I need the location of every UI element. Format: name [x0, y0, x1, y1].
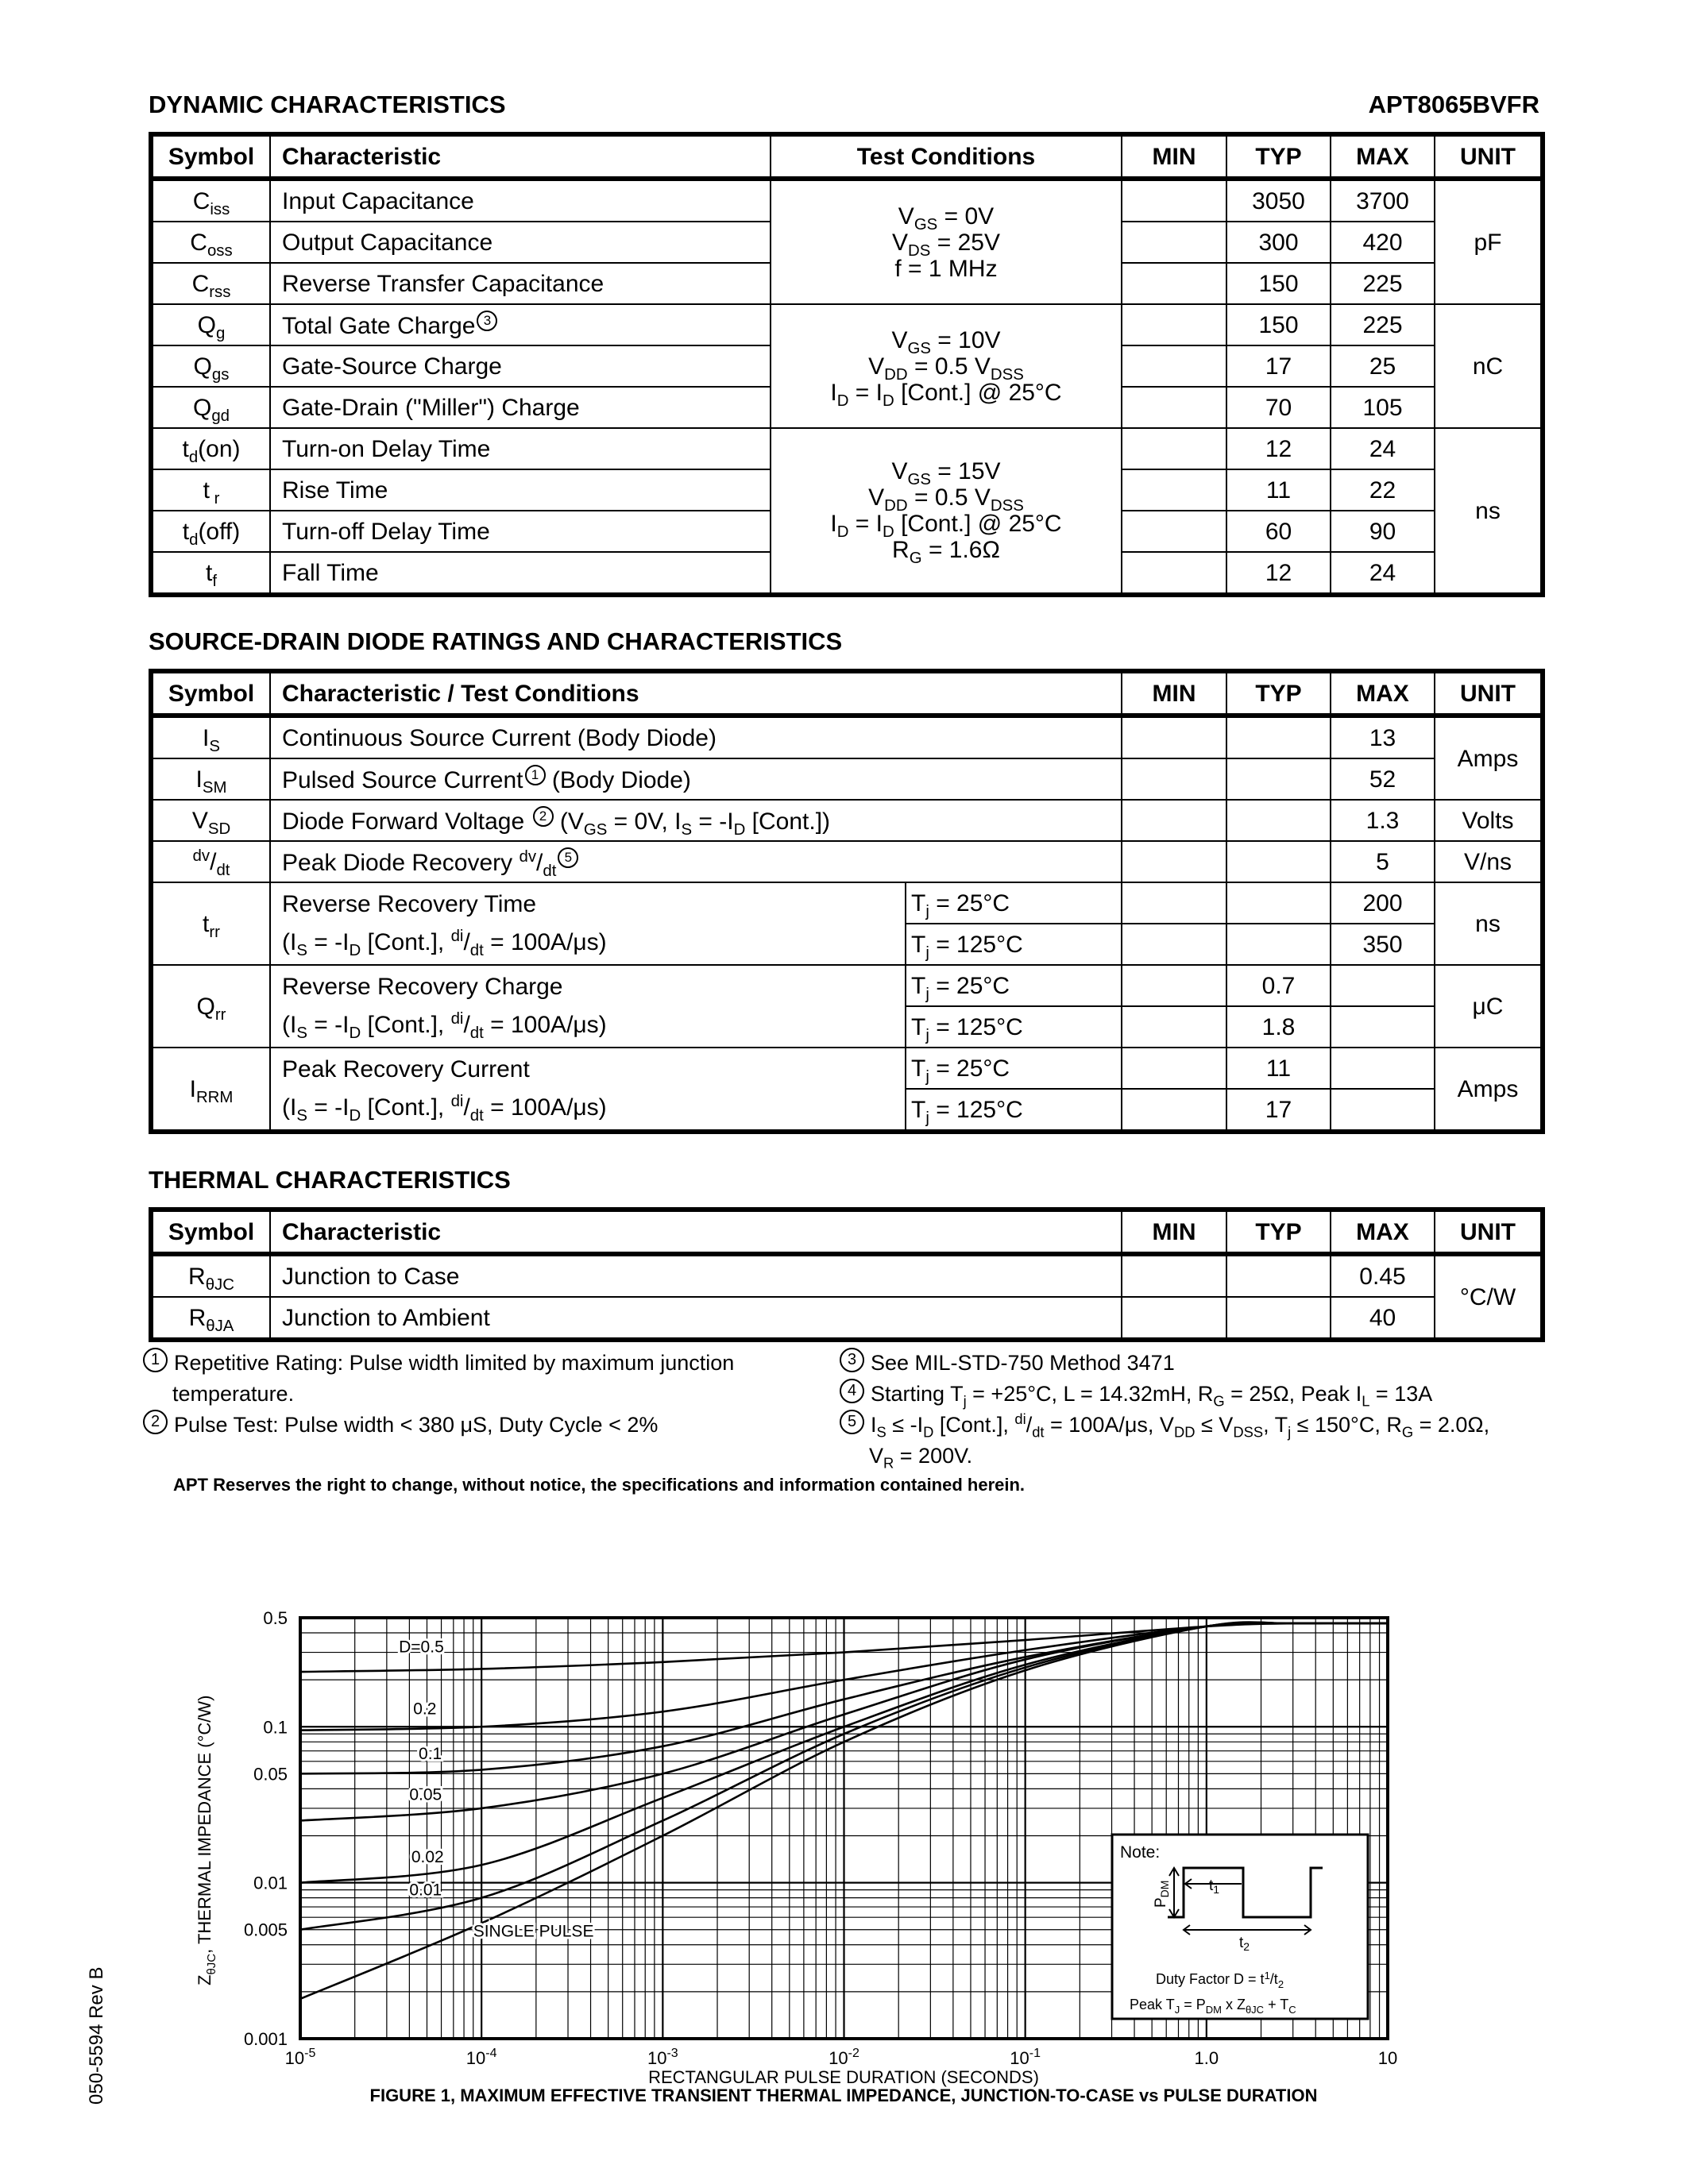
- typ-cell: [1226, 924, 1331, 965]
- max-cell: 52: [1331, 758, 1435, 800]
- typ-cell: [1226, 841, 1331, 882]
- symbol-qgs: $Q_{gs}$: [151, 345, 270, 387]
- note-box: [1112, 1835, 1368, 2019]
- document-id: 050-5594 Rev B: [86, 1966, 107, 2105]
- footnote-text: Starting $T_j = +25^\circ C$, L = 14.32mH, $R_G = 25\Omega$, Peak $I_L = 13A$: [871, 1382, 1433, 1410]
- table-row: [151, 758, 1543, 800]
- symbol-qgd: $Q_{gd}$: [151, 387, 270, 428]
- thermal-header-row: [151, 1210, 1543, 1254]
- cond-id: [Cont.] @ 25°C: [894, 511, 1062, 537]
- unit-cell: Amps: [1435, 716, 1543, 800]
- char-text: = 0V, I: [607, 808, 682, 835]
- x-tick-label: $10^{-1}$: [1010, 2047, 1041, 2068]
- x-tick-label: 1.0: [1194, 2048, 1219, 2068]
- col-min: MIN: [1122, 1210, 1226, 1254]
- max-cell: 420: [1331, 222, 1435, 263]
- min-cell: [1122, 222, 1226, 263]
- footnote-1-cont: temperature.: [172, 1382, 295, 1406]
- diode-table: [149, 669, 1545, 1134]
- table-row: [151, 965, 1543, 1006]
- max-cell: 90: [1331, 511, 1435, 552]
- thermal-table: [149, 1207, 1545, 1342]
- symbol-is: $I_S$: [151, 716, 270, 758]
- symbol-ism: $I_{SM}$: [151, 758, 270, 800]
- col-char-test: Characteristic / Test Conditions: [270, 671, 1122, 716]
- col-typ: TYP: [1226, 671, 1331, 716]
- min-cell: [1122, 179, 1226, 222]
- diode-header-row: [151, 671, 1543, 716]
- footnote-text: Repetitive Rating: Pulse width limited by maximum junction: [174, 1351, 735, 1375]
- max-cell: [1331, 1089, 1435, 1132]
- min-cell: [1122, 841, 1226, 882]
- footnote-2-marker: 2: [533, 806, 554, 827]
- table-row: [151, 882, 1543, 924]
- table-row: [151, 1297, 1543, 1340]
- char-text: Reverse Recovery Time: [282, 891, 537, 917]
- col-symbol: Symbol: [151, 671, 270, 716]
- footnote-3: [840, 1348, 1555, 1379]
- tj-value: = 25°C: [929, 972, 1010, 999]
- footnote-1: [143, 1348, 802, 1379]
- char-text: Pulsed Source Current: [282, 767, 523, 793]
- char-cell: Peak Diode Recovery $^{dv}/_{dt}5$: [270, 841, 1122, 882]
- table-row: [151, 800, 1543, 841]
- symbol-tf: $t_f$: [151, 552, 270, 595]
- char-cell: Fall Time: [270, 552, 771, 595]
- duty-factor: Duty Factor $D = t^1/t_2$: [1156, 1970, 1284, 1990]
- char-cell: Rise Time: [270, 469, 771, 511]
- typ-cell: 0.7: [1226, 965, 1331, 1006]
- tj-value: = 125°C: [929, 1013, 1023, 1040]
- t2-label: $t_2$: [1239, 1935, 1250, 1953]
- cond-vdd: = 0.5: [914, 484, 975, 511]
- unit-cell: Volts: [1435, 800, 1543, 841]
- col-symbol: Symbol: [151, 1210, 270, 1254]
- typ-cell: [1226, 1297, 1331, 1340]
- typ-cell: [1226, 1254, 1331, 1297]
- min-cell: [1122, 552, 1226, 595]
- col-min: MIN: [1122, 671, 1226, 716]
- n4-a: Starting T: [871, 1382, 964, 1406]
- min-cell: [1122, 428, 1226, 469]
- symbol-tdon: $t_d(on)$: [151, 428, 270, 469]
- max-cell: 225: [1331, 263, 1435, 304]
- char-cell: Reverse Transfer Capacitance: [270, 263, 771, 304]
- col-unit: UNIT: [1435, 134, 1543, 179]
- n4-d: = 13A: [1369, 1382, 1433, 1406]
- char-cell: Input Capacitance: [270, 179, 771, 222]
- symbol-rjc: $R_{\theta JC}$: [151, 1254, 270, 1297]
- max-cell: 24: [1331, 552, 1435, 595]
- col-max: MAX: [1331, 671, 1435, 716]
- min-cell: [1122, 1089, 1226, 1132]
- unit-cell: ns: [1435, 882, 1543, 965]
- cond-vgs15: = 15V: [937, 458, 1001, 484]
- x-tick-label: $10^{-3}$: [647, 2047, 678, 2068]
- series-label: 0.05: [409, 1785, 442, 1804]
- typ-cell: 12: [1226, 552, 1331, 595]
- cond-f: f = 1 MHz: [894, 255, 998, 282]
- char-cell: [270, 304, 771, 345]
- unit-cell: V/ns: [1435, 841, 1543, 882]
- x-tick-label: $10^{-5}$: [284, 2047, 316, 2068]
- cond-vgs0: = 0V: [944, 203, 995, 230]
- tj-value: = 125°C: [929, 931, 1023, 958]
- y-tick-label: 0.1: [263, 1717, 288, 1738]
- tj-value: = 25°C: [929, 889, 1010, 916]
- col-characteristic: Characteristic: [270, 1210, 1122, 1254]
- max-cell: 350: [1331, 924, 1435, 965]
- tj-value: = 25°C: [929, 1055, 1010, 1082]
- max-cell: [1331, 965, 1435, 1006]
- char-cell: Gate-Source Charge: [270, 345, 771, 387]
- typ-cell: 17: [1226, 345, 1331, 387]
- series-label: 0.2: [413, 1700, 437, 1719]
- min-cell: [1122, 716, 1226, 758]
- char-cell: Junction to Ambient: [270, 1297, 1122, 1340]
- min-cell: [1122, 800, 1226, 841]
- thermal-impedance-chart: [0, 1580, 1688, 2136]
- footnote-1-marker: 1: [525, 765, 546, 785]
- footnote-4: [840, 1379, 1555, 1410]
- series-label: 0.02: [411, 1848, 444, 1867]
- char-cell: Reverse Recovery Charge ($I_S = -I_D$ [Cont.], $^{di}/_{dt} = 100A/\mu s$): [270, 965, 906, 1048]
- min-cell: [1122, 1254, 1226, 1297]
- symbol-qg: $Q_g$: [151, 304, 270, 345]
- tj-cell: $T_j = 125^\circ C$: [906, 1006, 1122, 1048]
- typ-cell: 70: [1226, 387, 1331, 428]
- n4-b: = +25°C, L = 14.32mH, R: [966, 1382, 1214, 1406]
- footnotes-left: [143, 1348, 802, 1441]
- col-unit: UNIT: [1435, 1210, 1543, 1254]
- char-cell: Diode Forward Voltage 2 ($V_{GS} = 0V$, $I_S = -I_D$ [Cont.]): [270, 800, 1122, 841]
- n4-c: = 25Ω, Peak I: [1224, 1382, 1362, 1406]
- typ-cell: 17: [1226, 1089, 1331, 1132]
- n5-b: = 200V.: [894, 1444, 973, 1468]
- table-row: [151, 179, 1543, 222]
- symbol-trr: $t_{rr}$: [151, 882, 270, 965]
- note-inset: [1112, 1835, 1368, 2019]
- char-text: Reverse Recovery Charge: [282, 974, 563, 1000]
- tj-cell: $T_j = 125^\circ C$: [906, 924, 1122, 965]
- cond-vdd: = 0.5: [914, 353, 975, 380]
- typ-cell: 12: [1226, 428, 1331, 469]
- max-cell: 13: [1331, 716, 1435, 758]
- cond-id: [Cont.] @ 25°C: [894, 379, 1062, 406]
- char-cell: Continuous Source Current (Body Diode): [270, 716, 1122, 758]
- symbol-ciss: $C_{iss}$: [151, 179, 270, 222]
- footnote-5-marker: 5: [558, 847, 578, 868]
- symbol-tdoff: $t_d(off)$: [151, 511, 270, 552]
- unit-cell: ns: [1435, 428, 1543, 595]
- char-text: [Cont.],: [367, 1012, 451, 1038]
- unit-cell: Amps: [1435, 1048, 1543, 1132]
- table-row: [151, 428, 1543, 469]
- footnote-3-marker: 3: [477, 311, 497, 331]
- pdm-label: $P_{DM}$: [1153, 1880, 1171, 1908]
- test-conditions-charge: $V_{GS} = 10V$ $V_{DD} = 0.5$ $V_{DSS}$ $I_D = I_D$ [Cont.] @ 25°C: [771, 304, 1122, 428]
- y-axis-label: $Z_{\theta JC}$, THERMAL IMPEDANCE (°C/W): [195, 1695, 218, 1985]
- typ-cell: 11: [1226, 469, 1331, 511]
- section-title-thermal: THERMAL CHARACTERISTICS: [149, 1166, 511, 1194]
- series-label: D=0.5: [399, 1638, 444, 1657]
- reserve-notice: APT Reserves the right to change, without notice, the specifications and information contained herein.: [173, 1475, 1026, 1495]
- min-cell: [1122, 882, 1226, 924]
- typ-cell: [1226, 716, 1331, 758]
- unit-cell: °C/W: [1435, 1254, 1543, 1340]
- table-row: [151, 841, 1543, 882]
- char-text: [Cont.],: [367, 929, 451, 955]
- footnote-number: 4: [840, 1379, 864, 1403]
- rate: = 100A/μs): [483, 1094, 607, 1121]
- max-cell: [1331, 1006, 1435, 1048]
- peak-tj-formula: Peak $T_J = P_{DM}$ x $Z_{\theta JC} + T_C$: [1130, 1997, 1296, 2016]
- typ-cell: [1226, 758, 1331, 800]
- typ-cell: 150: [1226, 304, 1331, 345]
- char-cell: Reverse Recovery Time ($I_S = -I_D$ [Cont.], $^{di}/_{dt} = 100A/\mu s$): [270, 882, 906, 965]
- t1-label: $t_1$: [1209, 1877, 1220, 1896]
- note-title: Note:: [1120, 1843, 1161, 1862]
- char-cell: Peak Recovery Current ($I_S = -I_D$ [Cont.], $^{di}/_{dt} = 100A/\mu s$): [270, 1048, 906, 1132]
- series-label: SINGLE PULSE: [473, 1922, 594, 1941]
- col-characteristic: Characteristic: [270, 134, 771, 179]
- typ-cell: 1.8: [1226, 1006, 1331, 1048]
- col-max: MAX: [1331, 1210, 1435, 1254]
- char-text: Total Gate Charge: [282, 313, 476, 339]
- table-row: [151, 1048, 1543, 1089]
- y-tick-label: 0.05: [253, 1764, 288, 1785]
- unit-cell: pF: [1435, 179, 1543, 304]
- max-cell: 1.3: [1331, 800, 1435, 841]
- section-title-dynamic: DYNAMIC CHARACTERISTICS: [149, 91, 506, 118]
- cond-rg: = 1.6Ω: [928, 537, 1000, 563]
- max-cell: 22: [1331, 469, 1435, 511]
- x-axis-label: RECTANGULAR PULSE DURATION (SECONDS): [648, 2067, 1039, 2087]
- col-typ: TYP: [1226, 1210, 1331, 1254]
- tj-cell: $T_j = 25^\circ C$: [906, 965, 1122, 1006]
- cond-vds: = 25V: [937, 229, 1000, 256]
- footnote-5-cont: $V_R = 200V$.: [869, 1444, 973, 1472]
- table-row: [151, 716, 1543, 758]
- min-cell: [1122, 387, 1226, 428]
- char-text: Peak Diode Recovery: [282, 850, 520, 876]
- tj-cell: $T_j = 25^\circ C$: [906, 1048, 1122, 1089]
- col-max: MAX: [1331, 134, 1435, 179]
- y-tick-label: 0.5: [263, 1608, 288, 1628]
- cond-vgs10: = 10V: [937, 326, 1001, 353]
- footnote-text: Pulse Test: Pulse width < 380 μS, Duty Cycle < 2%: [174, 1413, 659, 1437]
- min-cell: [1122, 263, 1226, 304]
- figure-caption: FIGURE 1, MAXIMUM EFFECTIVE TRANSIENT THERMAL IMPEDANCE, JUNCTION-TO-CASE vs PULSE DURATION: [369, 2086, 1318, 2105]
- rate: = 100A/μs): [483, 1012, 607, 1038]
- typ-cell: [1226, 800, 1331, 841]
- min-cell: [1122, 1297, 1226, 1340]
- min-cell: [1122, 758, 1226, 800]
- unit-cell: nC: [1435, 304, 1543, 428]
- symbol-dvdt: $^{dv}/_{dt}$: [151, 841, 270, 882]
- table-row: [151, 1254, 1543, 1297]
- symbol-rja: $R_{\theta JA}$: [151, 1297, 270, 1340]
- part-number: APT8065BVFR: [1368, 91, 1539, 118]
- col-min: MIN: [1122, 134, 1226, 179]
- min-cell: [1122, 924, 1226, 965]
- max-cell: 225: [1331, 304, 1435, 345]
- max-cell: 3700: [1331, 179, 1435, 222]
- typ-cell: 150: [1226, 263, 1331, 304]
- rate: = 100A/μs): [483, 929, 607, 955]
- max-cell: 200: [1331, 882, 1435, 924]
- col-typ: TYP: [1226, 134, 1331, 179]
- y-tick-label: 0.001: [243, 2029, 288, 2049]
- col-unit: UNIT: [1435, 671, 1543, 716]
- x-tick-label: $10^{-4}$: [465, 2047, 497, 2068]
- max-cell: 24: [1331, 428, 1435, 469]
- unit-cell: μC: [1435, 965, 1543, 1048]
- min-cell: [1122, 304, 1226, 345]
- symbol-coss: $C_{oss}$: [151, 222, 270, 263]
- min-cell: [1122, 965, 1226, 1006]
- footnote-number: 1: [143, 1348, 168, 1372]
- typ-cell: 300: [1226, 222, 1331, 263]
- footnote-2: [143, 1410, 802, 1441]
- footnote-text: $I_S \le -I_D$ [Cont.], $^{di}/_{dt} = 100A/\mu s$, $V_{DD} \le V_{DSS}$, $T_j \le 150^\circ C$, $R_G = 2.0\Omega$,: [871, 1410, 1490, 1441]
- typ-cell: 11: [1226, 1048, 1331, 1089]
- test-conditions-switching: $V_{GS} = 15V$ $V_{DD} = 0.5$ $V_{DSS}$ $I_D = I_D$ [Cont.] @ 25°C $R_G = 1.6\Omega$: [771, 428, 1122, 595]
- table-row: [151, 304, 1543, 345]
- min-cell: [1122, 1048, 1226, 1089]
- char-cell: Turn-on Delay Time: [270, 428, 771, 469]
- test-conditions-capacitance: $V_{GS} = 0V$ $V_{DS} = 25V$ f = 1 MHz: [771, 179, 1122, 304]
- char-cell: Gate-Drain ("Miller") Charge: [270, 387, 771, 428]
- footnote-number: 3: [840, 1348, 864, 1372]
- x-tick-label: 10: [1377, 2048, 1398, 2068]
- char-text: (Body Diode): [545, 767, 691, 793]
- section-title-diode: SOURCE-DRAIN DIODE RATINGS AND CHARACTERISTICS: [149, 627, 843, 655]
- x-tick-label: $10^{-2}$: [829, 2047, 859, 2068]
- char-cell: Turn-off Delay Time: [270, 511, 771, 552]
- tj-cell: $T_j = 25^\circ C$: [906, 882, 1122, 924]
- min-cell: [1122, 469, 1226, 511]
- dynamic-header-row: [151, 134, 1543, 179]
- max-cell: 5: [1331, 841, 1435, 882]
- col-symbol: Symbol: [151, 134, 270, 179]
- char-cell: Output Capacitance: [270, 222, 771, 263]
- tj-cell: $T_j = 125^\circ C$: [906, 1089, 1122, 1132]
- symbol-vsd: $V_{SD}$: [151, 800, 270, 841]
- footnote-number: 2: [143, 1410, 168, 1434]
- min-cell: [1122, 345, 1226, 387]
- typ-cell: 60: [1226, 511, 1331, 552]
- y-tick-label: 0.005: [243, 1920, 288, 1940]
- symbol-irrm: $I_{RRM}$: [151, 1048, 270, 1132]
- max-cell: 25: [1331, 345, 1435, 387]
- symbol-qrr: $Q_{rr}$: [151, 965, 270, 1048]
- footnote-5: [840, 1410, 1555, 1441]
- char-text: Peak Recovery Current: [282, 1056, 530, 1082]
- max-cell: [1331, 1048, 1435, 1089]
- max-cell: 0.45: [1331, 1254, 1435, 1297]
- char-text: Diode Forward Voltage: [282, 808, 525, 835]
- footnote-number: 5: [840, 1410, 864, 1434]
- col-test-conditions: Test Conditions: [771, 134, 1122, 179]
- dynamic-table: [149, 132, 1545, 597]
- series-label: 0.01: [409, 1881, 442, 1900]
- max-cell: 105: [1331, 387, 1435, 428]
- symbol-tr: t $_r$: [151, 469, 270, 511]
- typ-cell: [1226, 882, 1331, 924]
- symbol-crss: $C_{rss}$: [151, 263, 270, 304]
- char-cell: [270, 758, 1122, 800]
- char-cell: Junction to Case: [270, 1254, 1122, 1297]
- max-cell: 40: [1331, 1297, 1435, 1340]
- min-cell: [1122, 1006, 1226, 1048]
- tj-value: = 125°C: [929, 1096, 1023, 1123]
- footnotes-right: [840, 1348, 1555, 1472]
- y-tick-label: 0.01: [253, 1873, 288, 1893]
- footnote-text: See MIL-STD-750 Method 3471: [871, 1351, 1175, 1375]
- min-cell: [1122, 511, 1226, 552]
- series-label: 0.1: [419, 1745, 442, 1764]
- typ-cell: 3050: [1226, 179, 1331, 222]
- char-text: [Cont.],: [367, 1094, 451, 1121]
